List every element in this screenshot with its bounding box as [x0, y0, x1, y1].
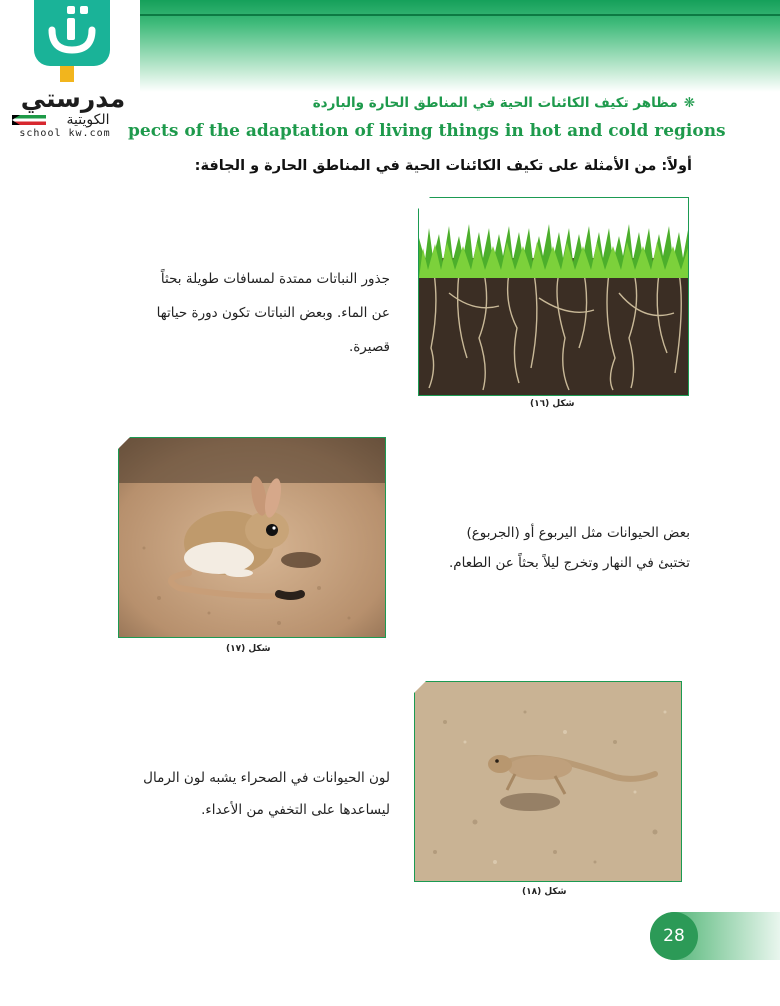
logo-stem [60, 66, 74, 82]
logo-mark-icon [34, 0, 110, 66]
section-heading-arabic [313, 95, 695, 111]
paragraph-line: لون الحيوانات في الصحراء يشبه لون الرمال [143, 770, 390, 786]
paragraph-roots [90, 262, 390, 364]
figure-caption-17: شكل (١٧) [226, 644, 271, 654]
figure-18-lizard-image [414, 681, 682, 882]
paragraph-camouflage [90, 762, 390, 826]
figure-caption-16: شكل (١٦) [530, 399, 575, 409]
page-number: 28 [650, 912, 698, 960]
figure-16-roots-image [418, 197, 689, 396]
paragraph-line: قصيرة. [348, 339, 390, 355]
heading-text: مظاهر تكيف الكائنات الحية في المناطق الحارة والباردة [312, 95, 678, 111]
logo-url: school kw.com [19, 128, 111, 139]
section-heading-english: pects of the adaptation of living things in hot and cold regions [128, 121, 726, 141]
logo-name: مدرستي [20, 84, 126, 113]
site-logo[interactable] [0, 0, 130, 150]
paragraph-jerboa [390, 518, 690, 578]
paragraph-line: تختبئ في النهار وتخرج ليلاً بحثاً عن الطعام. [448, 555, 690, 571]
header-band [140, 0, 780, 92]
logo-subtitle: الكويتية [66, 112, 110, 128]
paragraph-line: ليساعدها على التخفي من الأعداء. [201, 802, 390, 818]
figure-17-jerboa-image [118, 437, 386, 638]
bullet-star-icon: ❋ [683, 95, 695, 111]
paragraph-line: عن الماء. وبعض النباتات تكون دورة حياتها [156, 305, 390, 321]
subheading: أولاً: من الأمثلة على تكيف الكائنات الحية في المناطق الحارة و الجافة: [194, 158, 692, 174]
figure-caption-18: شكل (١٨) [522, 887, 567, 897]
paragraph-line: جذور النباتات ممتدة لمسافات طويلة بحثاً [160, 271, 390, 287]
kuwait-flag-icon [12, 115, 46, 125]
paragraph-line: بعض الحيوانات مثل اليربوع أو (الجربوع) [466, 525, 690, 541]
